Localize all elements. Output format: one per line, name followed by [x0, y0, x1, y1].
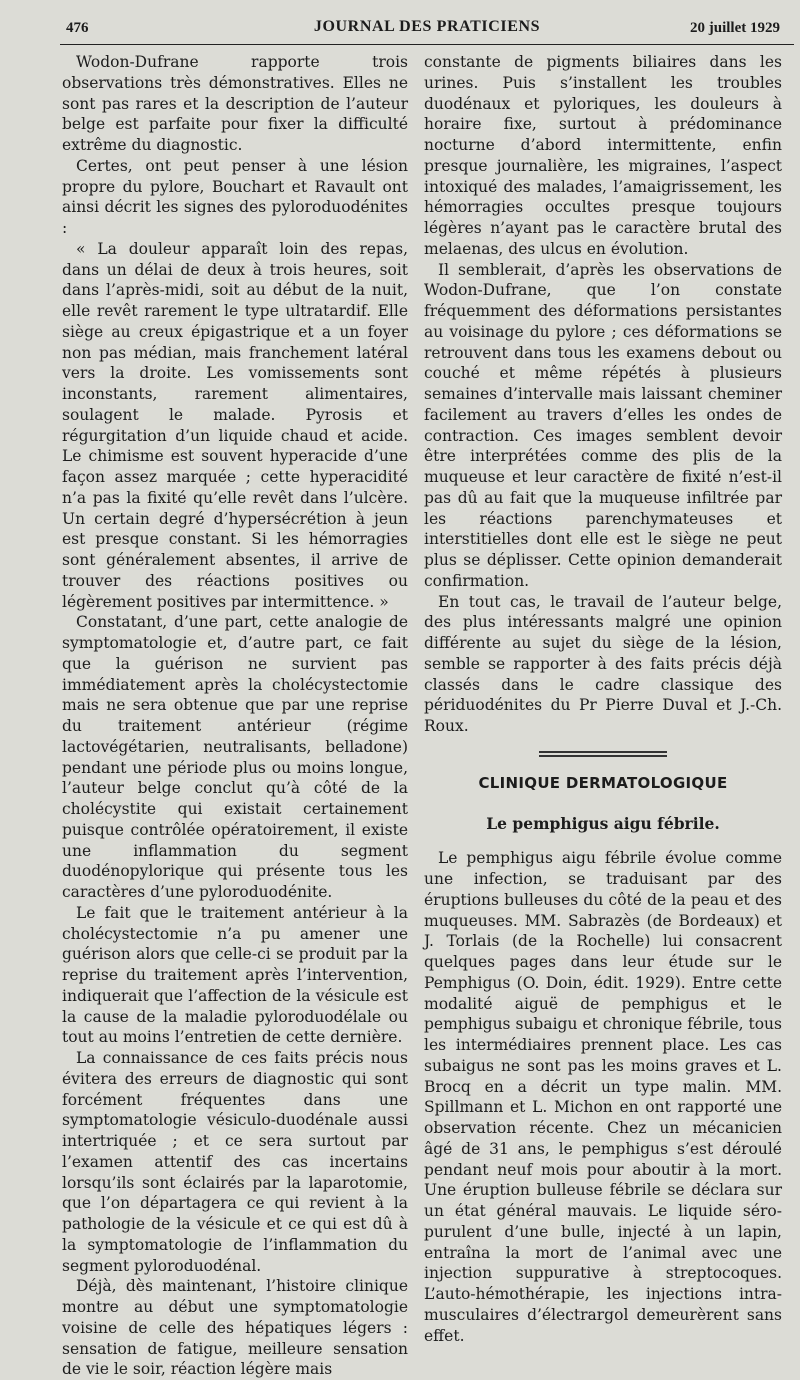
quote-paragraph: « La douleur apparaît loin des repas, dans un délai de deux à trois heures, soit dans l’après-midi, soit au début de la nuit, elle revêt rarement le type ultratardif. Elle siège au creux épigastrique et a un foyer non pas médian, mais franchement latéral vers la droite. Les vomissements sont inconstants, rarement alimentaires, soulagent le malade. Pyrosis et régurgitation d’un liquide chaud et acide. Le chimisme est souvent hyperacide d’une façon assez marquée ; cette hyperacidité n’a pas la fixité qu’elle revêt dans l’ulcère. Un certain degré d’hypersécrétion à jeun est presque constant. Si les hémorragies sont généralement absentes, il arrive de trouver des réactions positives ou légèrement positives par intermittence. »	[62, 239, 408, 611]
section-divider	[539, 751, 667, 757]
article-title: Le pemphigus aigu fébrile.	[486, 813, 720, 833]
paragraph: Wodon-Dufrane rapporte trois observations très démonstratives. Elles ne sont pas rares et la description de l’auteur belge est parfaite pour fixer la difficulté extrême du diagnostic.	[62, 53, 408, 154]
page-header	[60, 18, 794, 45]
paragraph: La connaissance de ces faits précis nous évitera des erreurs de diagnostic qui sont forcément fréquentes dans une symptomatologie vésiculo-duodénale aussi intertriquée ; et ce sera surtout par l’examen attentif des cas incertains lorsqu’ils sont éclairés par la laparotomie, que l’on départagera ce qui revient à la pathologie de la vésicule et ce qui est dû à la symptomatologie de l’inflammation du segment pyloroduodénal.	[62, 1049, 408, 1275]
section-title: CLINIQUE DERMATOLOGIQUE	[478, 773, 728, 792]
journal-title: JOURNAL DES PRATICIENS	[313, 18, 541, 35]
left-column	[62, 52, 408, 1380]
issue-date: 20 juillet 1929	[690, 20, 780, 36]
paragraph: constante de pigments biliaires dans les urines. Puis s’installent les troubles duodénaux et pyloriques, les douleurs à horaire fixe, surtout à prédominance nocturne d’abord intermittente, enfin presque journalière, les migraines, l’aspect intoxiqué des malades, l’amaigrissement, les hémorragies occultes presque toujours légères n’ayant pas le caractère brutal des melaenas, des ulcus en évolution.	[424, 53, 782, 258]
paragraph: En tout cas, le travail de l’auteur belge, des plus intéressants malgré une opinion différente au sujet du siège de la lésion, semble se rapporter à des faits précis déjà classés dans le cadre classique des périduodénites du Pr Pierre Duval et J.-Ch. Roux.	[424, 592, 782, 735]
paragraph: Il semblerait, d’après les observations de Wodon-Dufrane, que l’on constate fréquemment des déformations persistantes au voisinage du pylore ; ces déformations se retrouvent dans tous les examens debout ou couché et même répétés à plusieurs semaines d’intervalle mais laissant cheminer facilement au travers d’elles les ondes de contraction. Ces images semblent devoir être interprétées comme des plis de la muqueuse et leur caractère de fixité n’est-il pas dû au fait que la muqueuse infiltrée par les réactions parenchymateuses et interstitielles dont elle est le siège ne peut plus se déplisser. Cette opinion demanderait confirmation.	[424, 260, 782, 590]
paragraph: Certes, ont peut penser à une lésion propre du pylore, Bouchart et Ravault ont ainsi décrit les signes des pyloroduodénites :	[62, 156, 408, 237]
paragraph: Le fait que le traitement antérieur à la cholécystectomie n’a pu amener une guérison alors que celle-ci se produit par la reprise du traitement après l’intervention, indiquerait que l’affection de la vésicule est la cause de la maladie pyloroduodélale ou tout au moins l’entretien de cette dernière.	[62, 903, 408, 1047]
paragraph: Le pemphigus aigu fébrile évolue comme une infection, se traduisant par des éruptions bulleuses du côté de la peau et des muqueuses. MM. Sabrazès (de Bordeaux) et J. Torlais (de la Rochelle) lui consacrent quelques pages dans leur étude sur le Pemphigus (O. Doin, édit. 1929). Entre cette modalité aiguë de pemphigus et le pemphigus subaigu et chronique fébrile, tous les intermédiaires prennent place. Les cas subaigus ne sont pas les moins graves et L. Brocq en a décrit un type malin. MM. Spillmann et L. Michon en ont rapporté une observation récente. Chez un mécanicien âgé de 31 ans, le pemphigus s’est déroulé pendant neuf mois pour aboutir à la mort. Une éruption bulleuse fébrile se déclara sur un état général mauvais. Le liquide séro-purulent d’une bulle, injecté à un lapin, entraîna la mort de l’animal avec une injection suppurative à streptocoques. L’auto-hémothérapie, les injections intra-musculaires d’électrargol demeurèrent sans effet.	[424, 849, 782, 1345]
paragraph: Déjà, dès maintenant, l’histoire clinique montre au début une symptomatologie voisine de celle des hépatiques légers : sensation de fatigue, meilleure sensation de vie le soir, réaction légère mais	[62, 1277, 408, 1379]
right-column	[424, 52, 782, 1346]
paragraph: Constatant, d’une part, cette analogie de symptomatologie et, d’autre part, ce fait que la guérison ne survient pas immédiatement après la cholécystectomie mais ne sera obtenue que par une reprise du traitement antérieur (régime lactovégétarien, neutralisants, belladone) pendant une période plus ou moins longue, l’auteur belge conclut qu’à côté de la cholécystite qui existait certainement puisque contrôlée opératoirement, il existe une inflammation du segment duodénopylorique qui présente tous les caractères d’une pyloroduodénite.	[62, 613, 408, 901]
page-number: 476	[66, 20, 89, 36]
